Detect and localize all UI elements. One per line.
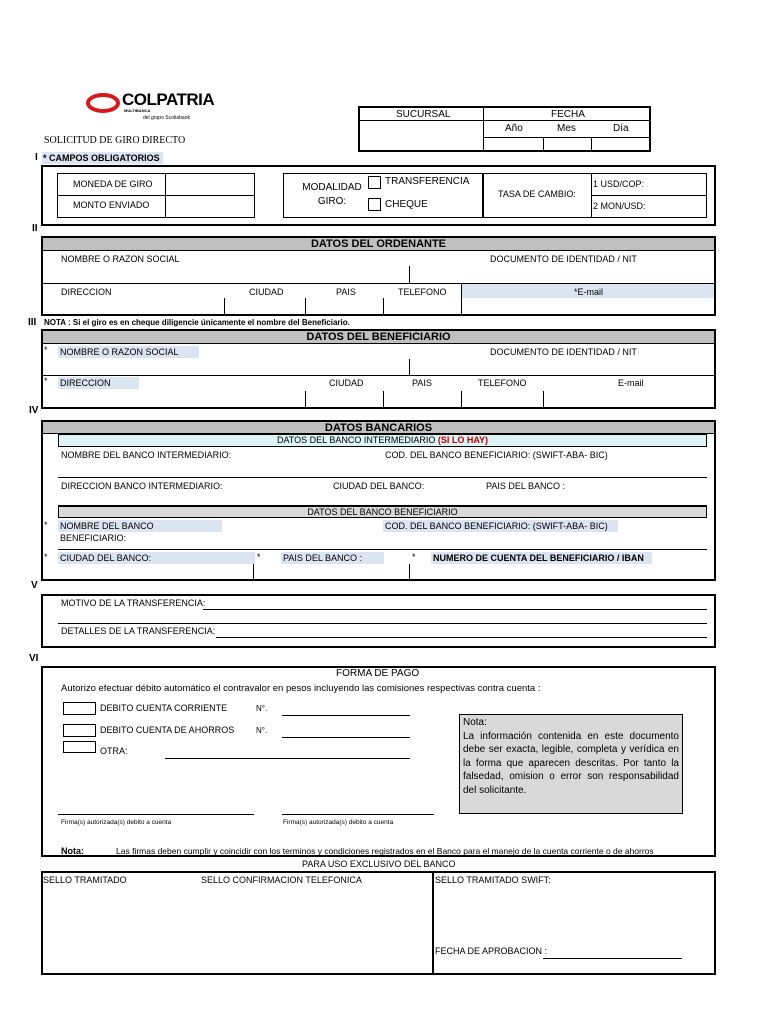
nota-title: Nota: xyxy=(463,717,487,728)
sello-confirmacion-label: SELLO CONFIRMACION TELEFONICA xyxy=(201,875,362,885)
logo-text: COLPATRIA xyxy=(122,90,215,109)
ordenante-pais-label: PAIS xyxy=(336,287,356,297)
moneda-label: MONEDA DE GIRO xyxy=(73,179,153,189)
nombre-beneficiario-bank-label: NOMBRE DEL BANCO BENEFICIARIO: xyxy=(58,520,222,532)
logo-sub: MULTIBANCA xyxy=(124,108,151,113)
colpatria-logo-icon xyxy=(86,93,120,113)
ordenante-documento-label: DOCUMENTO DE IDENTIDAD / NIT xyxy=(490,254,637,264)
otra-checkbox[interactable] xyxy=(63,741,96,753)
intermediario-title-bar xyxy=(58,434,707,447)
fecha-aprobacion-label: FECHA DE APROBACION : xyxy=(435,946,548,956)
beneficiario-pais-label: PAIS xyxy=(412,378,432,388)
si-lo-hay: (SI LO HAY) xyxy=(437,435,489,445)
ahorros-number-line[interactable] xyxy=(282,737,410,738)
nota2-label: Nota: xyxy=(61,846,84,856)
tasa-label: TASA DE CAMBIO: xyxy=(498,189,576,199)
monto-input[interactable] xyxy=(166,196,254,217)
ordenante-telefono-label: TELEFONO xyxy=(398,287,447,297)
autorizo-text: Autorizo efectuar débito automático el contravalor en pesos incluyendo las comisiones respectivas contra cuenta : xyxy=(61,683,541,694)
otra-label: OTRA: xyxy=(100,746,128,756)
section-i-numeral: I xyxy=(35,152,38,163)
dia-label: Día xyxy=(613,123,629,134)
section-v-numeral: V xyxy=(31,580,38,591)
ahorros-no-label: N°. xyxy=(256,726,268,735)
required-star: * xyxy=(412,552,416,562)
ciudad-beneficiario-bank-label: CIUDAD DEL BANCO: xyxy=(58,552,255,564)
logo xyxy=(86,90,215,126)
beneficiario-nombre-label: NOMBRE O RAZON SOCIAL xyxy=(58,346,199,358)
corriente-no-label: N°. xyxy=(256,704,268,713)
beneficiario-direccion-label: DIRECCION xyxy=(58,377,139,389)
corriente-label: DEBITO CUENTA CORRIENTE xyxy=(100,703,228,713)
direccion-intermediario-label: DIRECCION BANCO INTERMEDIARIO: xyxy=(61,481,223,491)
monto-label: MONTO ENVIADO xyxy=(73,200,150,210)
beneficiario-ciudad-label: CIUDAD xyxy=(329,378,364,388)
corriente-number-line[interactable] xyxy=(282,715,410,716)
ahorros-label: DEBITO CUENTA DE AHORROS xyxy=(100,725,235,735)
pais-intermediario-label: PAIS DEL BANCO : xyxy=(486,481,566,491)
ordenante-ciudad-label: CIUDAD xyxy=(249,287,284,297)
corriente-checkbox[interactable] xyxy=(63,702,96,715)
section-vi-numeral: VI xyxy=(29,653,39,664)
sucursal-input[interactable] xyxy=(360,121,482,150)
nombre-intermediario-label: NOMBRE DEL BANCO INTERMEDIARIO: xyxy=(61,450,232,460)
moneda-input[interactable] xyxy=(166,174,254,194)
modalidad-label: MODALIDAD GIRO: xyxy=(302,182,362,207)
ordenante-nombre-label: NOMBRE O RAZON SOCIAL xyxy=(61,254,180,264)
detalles-line[interactable] xyxy=(216,637,707,638)
usd-cop-label: 1 USD/COP: xyxy=(593,179,645,189)
logo-group: del grupo Scotiabank xyxy=(143,115,190,121)
anio-label: Año xyxy=(505,123,523,134)
nota-text: La información contenida en este documento debe ser exacta, legible, completa y verídica en la forma que aparecen descritas. Por tanto la falsedad, omision o error son responsabilidad del solicitante. xyxy=(463,730,679,796)
firma1-label: Firma(s) autorizada(s) debito a cuenta xyxy=(61,819,172,826)
cuenta-beneficiario-label: NUMERO DE CUENTA DEL BENEFICIARIO / IBAN xyxy=(431,552,652,564)
detalles-label: DETALLES DE LA TRANSFERENCIA: xyxy=(61,626,216,636)
cheque-note: NOTA : Si el giro es en cheque diligencie únicamente el nombre del Beneficiario. xyxy=(44,318,350,327)
fecha-label: FECHA xyxy=(551,109,585,120)
bank-use-box xyxy=(41,871,716,975)
form-title: SOLICITUD DE GIRO DIRECTO xyxy=(44,135,186,146)
bancarios-title: DATOS BANCARIOS xyxy=(42,421,715,434)
cod-intermediario-label: COD. DEL BANCO BENEFICIARIO: (SWIFT-ABA- BIC) xyxy=(385,450,608,460)
sello-tramitado-label: SELLO TRAMITADO xyxy=(43,875,127,885)
firma1-line[interactable] xyxy=(58,814,254,815)
transferencia-checkbox[interactable] xyxy=(368,176,381,189)
ordenante-email-label: *E-mail xyxy=(574,287,604,297)
required-star: * xyxy=(44,376,48,386)
bank-use-title: PARA USO EXCLUSIVO DEL BANCO xyxy=(302,859,456,869)
beneficiario-documento-label: DOCUMENTO DE IDENTIDAD / NIT xyxy=(490,347,637,357)
fecha-aprobacion-line[interactable] xyxy=(543,958,682,959)
motivo-label: MOTIVO DE LA TRANSFERENCIA: xyxy=(61,598,206,608)
required-star: * xyxy=(44,345,48,355)
transferencia-label: TRANSFERENCIA xyxy=(385,176,470,187)
sello-swift-label: SELLO TRAMITADO SWIFT: xyxy=(435,875,551,885)
firma2-line[interactable] xyxy=(282,814,434,815)
intermediario-title: DATOS DEL BANCO INTERMEDIARIO xyxy=(276,435,436,445)
section-iii-numeral: III xyxy=(28,317,37,328)
section-iv-numeral: IV xyxy=(29,405,39,416)
beneficiario-telefono-label: TELEFONO xyxy=(478,378,527,388)
ahorros-checkbox[interactable] xyxy=(63,724,96,737)
nota2-text: Las firmas deben cumplir y coincidir con los terminos y condiciones registrados en el Banco para el manejo de la cuenta corriente o de ahorros xyxy=(116,846,654,856)
mon-usd-label: 2 MON/USD: xyxy=(593,201,646,211)
sucursal-label: SUCURSAL xyxy=(396,109,451,120)
required-star: * xyxy=(44,520,48,530)
beneficiario-title: DATOS DEL BENEFICIARIO xyxy=(42,330,715,344)
cheque-label: CHEQUE xyxy=(385,199,428,210)
section-ii-numeral: II xyxy=(32,223,38,234)
beneficiario-bank-title: DATOS DEL BANCO BENEFICIARIO xyxy=(58,506,707,518)
mes-label: Mes xyxy=(557,123,576,134)
nota-box xyxy=(459,714,683,814)
required-star: * xyxy=(257,552,261,562)
ordenante-title: DATOS DEL ORDENANTE xyxy=(42,237,715,251)
cod-beneficiario-bank-label: COD. DEL BANCO BENEFICIARIO: (SWIFT-ABA- BIC) xyxy=(383,520,618,532)
ordenante-direccion-label: DIRECCION xyxy=(61,287,112,297)
required-note: * CAMPOS OBLIGATORIOS xyxy=(42,152,163,164)
motivo-line[interactable] xyxy=(203,609,707,610)
cheque-checkbox[interactable] xyxy=(368,198,381,211)
forma-pago-title: FORMA DE PAGO xyxy=(336,668,420,679)
required-star: * xyxy=(44,552,48,562)
otra-line[interactable] xyxy=(165,758,410,759)
beneficiario-email-label: E-mail xyxy=(618,378,644,388)
ciudad-intermediario-label: CIUDAD DEL BANCO: xyxy=(333,481,425,491)
pais-beneficiario-bank-label: PAIS DEL BANCO : xyxy=(281,552,384,564)
firma2-label: Firma(s) autorizada(s) debito a cuenta xyxy=(283,819,394,826)
